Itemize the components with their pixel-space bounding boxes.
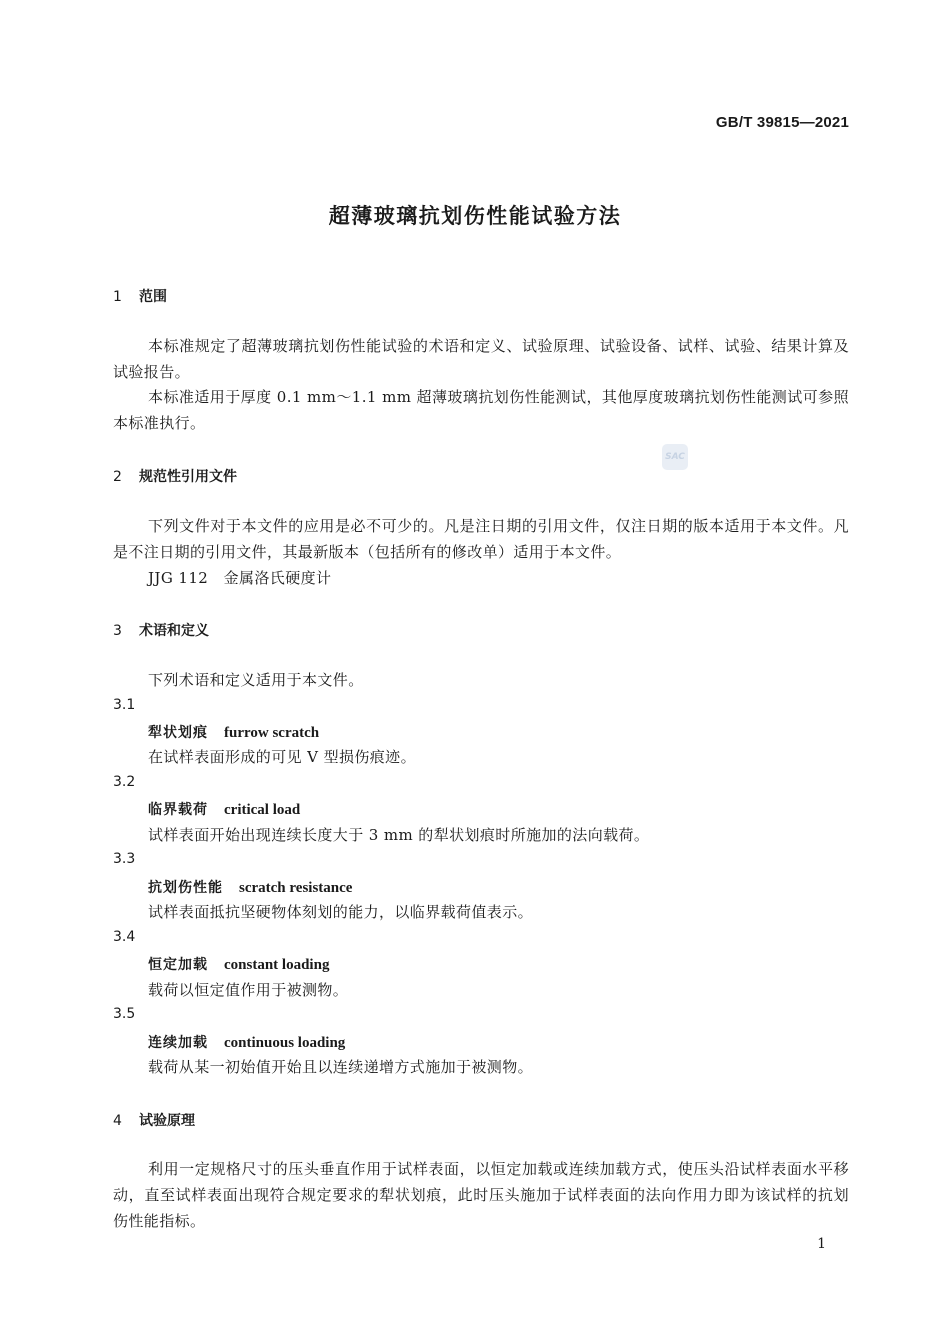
- standard-code: GB/T 39815—2021: [715, 114, 849, 131]
- term-en: critical load: [224, 802, 301, 818]
- term-en: furrow scratch: [224, 725, 320, 741]
- section-title: 试验原理: [139, 1113, 195, 1129]
- section-number: 3: [113, 623, 122, 639]
- section-number: 2: [113, 469, 122, 485]
- section-2-paragraph-1: 下列文件对于本文件的应用是必不可少的。凡是注日期的引用文件，仅注日期的版本适用于本文件。凡是不注日期的引用文件，其最新版本（包括所有的修改单）适用于本文件。: [113, 517, 849, 561]
- term-definition: 试样表面开始出现连续长度大于 3 mm 的犁状划痕时所施加的法向载荷。: [148, 826, 650, 844]
- section-1-paragraph-1: 本标准规定了超薄玻璃抗划伤性能试验的术语和定义、试验原理、试验设备、试样、试验、结果计算及试验报告。: [113, 337, 849, 381]
- term-zh: 抗划伤性能: [148, 880, 223, 896]
- sac-watermark-logo: SAC: [662, 444, 688, 470]
- section-3-heading: [113, 620, 209, 640]
- section-number: 1: [113, 289, 122, 305]
- term-heading: [148, 1032, 345, 1052]
- term-number: 3.2: [113, 774, 136, 790]
- term-heading: [148, 877, 352, 897]
- section-2-heading: [113, 466, 237, 486]
- section-title: 范围: [139, 289, 167, 305]
- normative-reference: JJG 112 金属洛氏硬度计: [148, 569, 332, 587]
- section-4-heading: [113, 1110, 195, 1130]
- section-3-intro: 下列术语和定义适用于本文件。: [148, 671, 364, 689]
- term-zh: 连续加载: [148, 1035, 208, 1051]
- term-definition: 载荷从某一初始值开始且以连续递增方式施加于被测物。: [148, 1058, 534, 1076]
- section-1-heading: [113, 286, 167, 306]
- section-number: 4: [113, 1113, 122, 1129]
- section-title: 术语和定义: [139, 623, 209, 639]
- term-en: constant loading: [224, 957, 330, 973]
- section-4-paragraph-1: 利用一定规格尺寸的压头垂直作用于试样表面，以恒定加载或连续加载方式，使压头沿试样表面水平移动，直至试样表面出现符合规定要求的犁状划痕，此时压头施加于试样表面的法向作用力即为该试样的抗划伤性能指标。: [113, 1160, 849, 1230]
- term-heading: [148, 799, 300, 819]
- term-number: 3.5: [113, 1006, 136, 1022]
- term-en: scratch resistance: [239, 880, 353, 896]
- page-number: 1: [817, 1236, 826, 1252]
- term-zh: 临界载荷: [148, 802, 208, 818]
- term-heading: [148, 722, 319, 742]
- term-zh: 犁状划痕: [148, 725, 208, 741]
- term-heading: [148, 954, 329, 974]
- term-number: 3.4: [113, 929, 136, 945]
- section-1-paragraph-2: 本标准适用于厚度 0.1 mm～1.1 mm 超薄玻璃抗划伤性能测试，其他厚度玻璃抗划伤性能测试可参照本标准执行。: [113, 388, 849, 432]
- term-definition: 载荷以恒定值作用于被测物。: [148, 981, 349, 999]
- term-en: continuous loading: [224, 1035, 346, 1051]
- term-definition: 在试样表面形成的可见 V 型损伤痕迹。: [148, 748, 416, 766]
- section-title: 规范性引用文件: [139, 469, 237, 485]
- document-title: 超薄玻璃抗划伤性能试验方法: [328, 204, 622, 228]
- term-definition: 试样表面抵抗坚硬物体刻划的能力，以临界载荷值表示。: [148, 903, 534, 921]
- term-zh: 恒定加载: [148, 957, 208, 973]
- term-number: 3.3: [113, 851, 136, 867]
- term-number: 3.1: [113, 697, 136, 713]
